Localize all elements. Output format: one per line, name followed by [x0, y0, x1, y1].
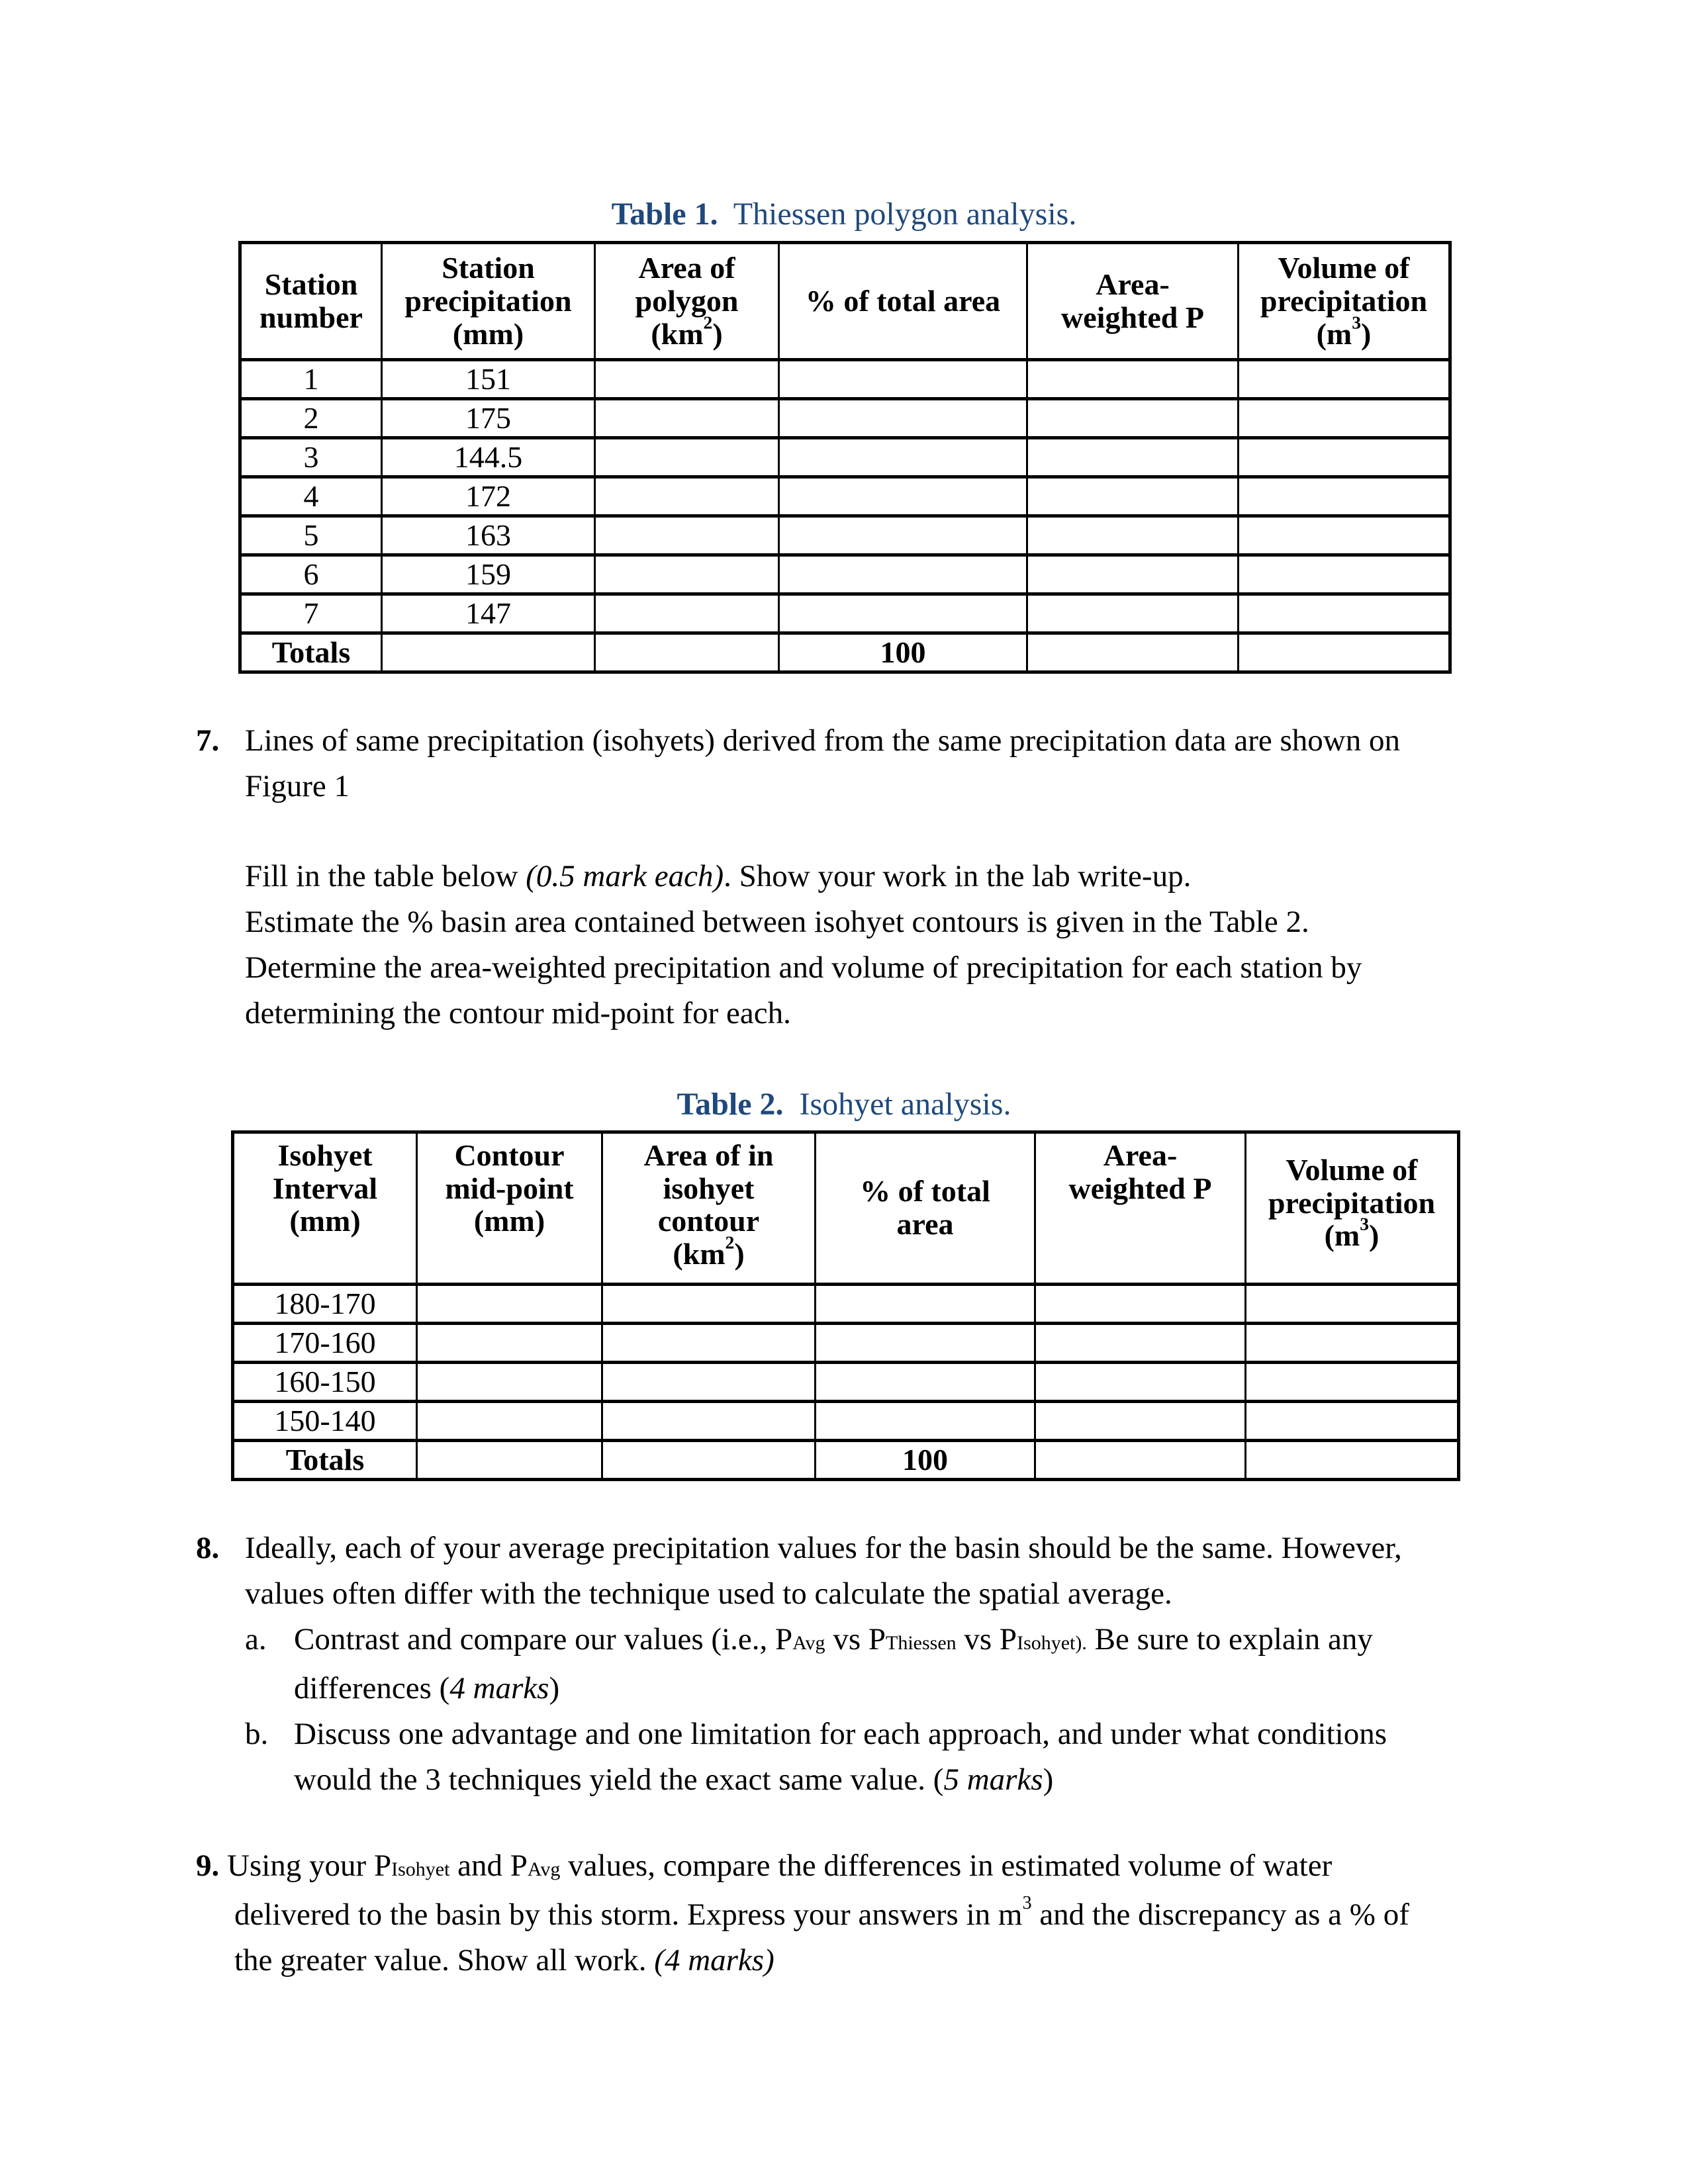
question-8b-line1: Discuss one advantage and one limitation for each approach, and under what conditions — [294, 1717, 1387, 1751]
weighted-cell[interactable] — [1035, 1285, 1246, 1324]
percent-cell[interactable] — [816, 1363, 1035, 1402]
question-7 — [196, 718, 1520, 809]
instruction-midpoint: determining the contour mid-point for each. — [245, 996, 791, 1030]
table2-totals-row — [233, 1441, 1459, 1480]
midpoint-cell[interactable] — [417, 1402, 602, 1441]
question-8a-label: a. — [245, 1622, 267, 1657]
question-7-line1: Lines of same precipitation (isohyets) derived from the same precipitation data are shown on — [245, 723, 1400, 758]
midpoint-cell[interactable] — [417, 1285, 602, 1324]
instruction-fill-table: Fill in the table below (0.5 mark each). Show your work in the lab write-up. — [245, 859, 1192, 893]
midpoint-cell[interactable] — [417, 1363, 602, 1402]
volume-cell[interactable] — [1239, 360, 1450, 399]
table1-totals-row — [240, 633, 1450, 672]
table1-row — [240, 516, 1450, 555]
table2-header-row — [233, 1132, 1459, 1285]
totals-weighted-cell[interactable] — [1035, 1441, 1246, 1480]
totals-midpoint-cell[interactable] — [417, 1441, 602, 1480]
weighted-cell[interactable] — [1027, 477, 1239, 516]
area-cell[interactable] — [595, 399, 779, 438]
header-isohyet-interval: Isohyet Interval (mm) — [233, 1132, 417, 1285]
volume-cell[interactable] — [1246, 1363, 1459, 1402]
question-9-number: 9. — [196, 1848, 220, 1883]
totals-area-cell[interactable] — [602, 1441, 816, 1480]
interval-cell: 170-160 — [233, 1324, 417, 1363]
area-cell[interactable] — [602, 1363, 816, 1402]
volume-cell[interactable] — [1239, 477, 1450, 516]
volume-cell[interactable] — [1239, 555, 1450, 594]
header-area-in-isohyet: Area of in isohyet contour $(km^2)$ — [602, 1132, 816, 1285]
volume-cell[interactable] — [1239, 516, 1450, 555]
question-7-line2: Figure 1 — [245, 769, 350, 803]
table1-caption — [0, 199, 1688, 230]
question-8b — [245, 1711, 1520, 1803]
percent-cell[interactable] — [779, 399, 1027, 438]
table1-row — [240, 594, 1450, 633]
volume-cell[interactable] — [1239, 399, 1450, 438]
percent-cell[interactable] — [816, 1285, 1035, 1324]
question-8a — [245, 1617, 1520, 1711]
table1-caption-title: Thiessen polygon analysis. — [733, 197, 1077, 232]
percent-cell[interactable] — [779, 555, 1027, 594]
totals-percent-cell: 100 — [779, 633, 1027, 672]
header-percent-total-area: % of total area — [779, 243, 1027, 360]
marks-note: (0.5 mark each) — [526, 859, 724, 893]
table1-row — [240, 477, 1450, 516]
weighted-cell[interactable] — [1035, 1324, 1246, 1363]
totals-weighted-cell[interactable] — [1027, 633, 1239, 672]
table2-row — [233, 1324, 1459, 1363]
table1-row — [240, 360, 1450, 399]
totals-precip-cell[interactable] — [382, 633, 595, 672]
weighted-cell[interactable] — [1027, 555, 1239, 594]
interval-cell: 160-150 — [233, 1363, 417, 1402]
instruction-determine: Determine the area-weighted precipitation and volume of precipitation for each station by — [245, 950, 1362, 985]
question-8 — [196, 1525, 1520, 1803]
area-cell[interactable] — [602, 1402, 816, 1441]
table1-row — [240, 555, 1450, 594]
question-9-line3: the greater value. Show all work. (4 marks) — [234, 1943, 774, 1978]
area-cell[interactable] — [602, 1285, 816, 1324]
table2-caption-title: Isohyet analysis. — [799, 1087, 1011, 1122]
isohyet-table — [231, 1130, 1460, 1481]
totals-volume-cell[interactable] — [1239, 633, 1450, 672]
weighted-cell[interactable] — [1027, 438, 1239, 477]
header-station-number: Station number — [240, 243, 382, 360]
header-percent-total-area: % of total area — [816, 1132, 1035, 1285]
area-cell[interactable] — [595, 438, 779, 477]
percent-cell[interactable] — [816, 1324, 1035, 1363]
midpoint-cell[interactable] — [417, 1324, 602, 1363]
thiessen-table — [238, 241, 1452, 674]
station-precip-cell: 144.5 — [382, 438, 595, 477]
table2-row — [233, 1402, 1459, 1441]
totals-area-cell[interactable] — [595, 633, 779, 672]
header-station-precipitation: Station precipitation (mm) — [382, 243, 595, 360]
weighted-cell[interactable] — [1027, 360, 1239, 399]
station-number-cell: 7 — [240, 594, 382, 633]
table2-row — [233, 1285, 1459, 1324]
station-precip-cell: 147 — [382, 594, 595, 633]
question-7-instructions — [245, 854, 1503, 1036]
totals-percent-cell: 100 — [816, 1441, 1035, 1480]
station-number-cell: 1 — [240, 360, 382, 399]
weighted-cell[interactable] — [1035, 1363, 1246, 1402]
station-precip-cell: 159 — [382, 555, 595, 594]
area-cell[interactable] — [595, 516, 779, 555]
question-8a-line2: differences (4 marks) — [294, 1671, 560, 1706]
question-8b-line2: would the 3 techniques yield the exact same value. (5 marks) — [294, 1762, 1054, 1797]
interval-cell: 150-140 — [233, 1402, 417, 1441]
weighted-cell[interactable] — [1027, 516, 1239, 555]
station-precip-cell: 163 — [382, 516, 595, 555]
totals-label: Totals — [240, 633, 382, 672]
station-precip-cell: 151 — [382, 360, 595, 399]
weighted-cell[interactable] — [1027, 399, 1239, 438]
station-number-cell: 5 — [240, 516, 382, 555]
question-8-line2: values often differ with the technique used to calculate the spatial average. — [245, 1576, 1172, 1611]
table1-header-row — [240, 243, 1450, 360]
header-contour-midpoint: Contour mid-point (mm) — [417, 1132, 602, 1285]
question-9-line1: 9. Using your PIsohyet and PAvg values, compare the differences in estimated volume of water — [196, 1848, 1333, 1883]
volume-cell[interactable] — [1246, 1285, 1459, 1324]
question-8a-line1: Contrast and compare our values (i.e., PAvg vs PThiessen vs PIsohyet). Be sure to explain any — [294, 1622, 1373, 1657]
percent-cell[interactable] — [816, 1402, 1035, 1441]
question-7-number: 7. — [196, 723, 220, 758]
area-cell[interactable] — [595, 360, 779, 399]
station-precip-cell: 172 — [382, 477, 595, 516]
station-precip-cell: 175 — [382, 399, 595, 438]
station-number-cell: 2 — [240, 399, 382, 438]
question-9 — [196, 1843, 1520, 1983]
table1-row — [240, 399, 1450, 438]
totals-volume-cell[interactable] — [1246, 1441, 1459, 1480]
header-volume-of-precipitation: Volume of precipitation $(m^3)$ — [1246, 1132, 1459, 1285]
volume-cell[interactable] — [1239, 438, 1450, 477]
station-number-cell: 3 — [240, 438, 382, 477]
table1-row — [240, 438, 1450, 477]
question-8-line1: Ideally, each of your average precipitation values for the basin should be the same. However, — [245, 1531, 1402, 1565]
interval-cell: 180-170 — [233, 1285, 417, 1324]
totals-label: Totals — [233, 1441, 417, 1480]
question-8-number: 8. — [196, 1531, 220, 1565]
table2-row — [233, 1363, 1459, 1402]
area-cell[interactable] — [595, 594, 779, 633]
table1-caption-label: Table 1. — [611, 197, 718, 232]
percent-cell[interactable] — [779, 594, 1027, 633]
area-cell[interactable] — [602, 1324, 816, 1363]
percent-cell[interactable] — [779, 477, 1027, 516]
weighted-cell[interactable] — [1035, 1402, 1246, 1441]
percent-cell[interactable] — [779, 516, 1027, 555]
volume-cell[interactable] — [1246, 1324, 1459, 1363]
percent-cell[interactable] — [779, 438, 1027, 477]
station-number-cell: 6 — [240, 555, 382, 594]
table2-caption-label: Table 2. — [677, 1087, 784, 1122]
header-volume-of-precipitation: Volume of precipitation $(m^3)$ — [1239, 243, 1450, 360]
weighted-cell[interactable] — [1027, 594, 1239, 633]
area-cell[interactable] — [595, 477, 779, 516]
table2-caption — [0, 1089, 1688, 1120]
percent-cell[interactable] — [779, 360, 1027, 399]
station-number-cell: 4 — [240, 477, 382, 516]
volume-cell[interactable] — [1246, 1402, 1459, 1441]
question-9-line2: delivered to the basin by this storm. Express your answers in $m^3$ and the discrepancy as a % of — [234, 1893, 1409, 1932]
instruction-estimate: Estimate the % basin area contained between isohyet contours is given in the Table 2. — [245, 905, 1309, 939]
header-area-weighted-p: Area- weighted P — [1035, 1132, 1246, 1285]
question-8b-label: b. — [245, 1717, 269, 1751]
volume-cell[interactable] — [1239, 594, 1450, 633]
header-area-of-polygon: Area of polygon $(km^2)$ — [595, 243, 779, 360]
header-area-weighted-p: Area- weighted P — [1027, 243, 1239, 360]
area-cell[interactable] — [595, 555, 779, 594]
